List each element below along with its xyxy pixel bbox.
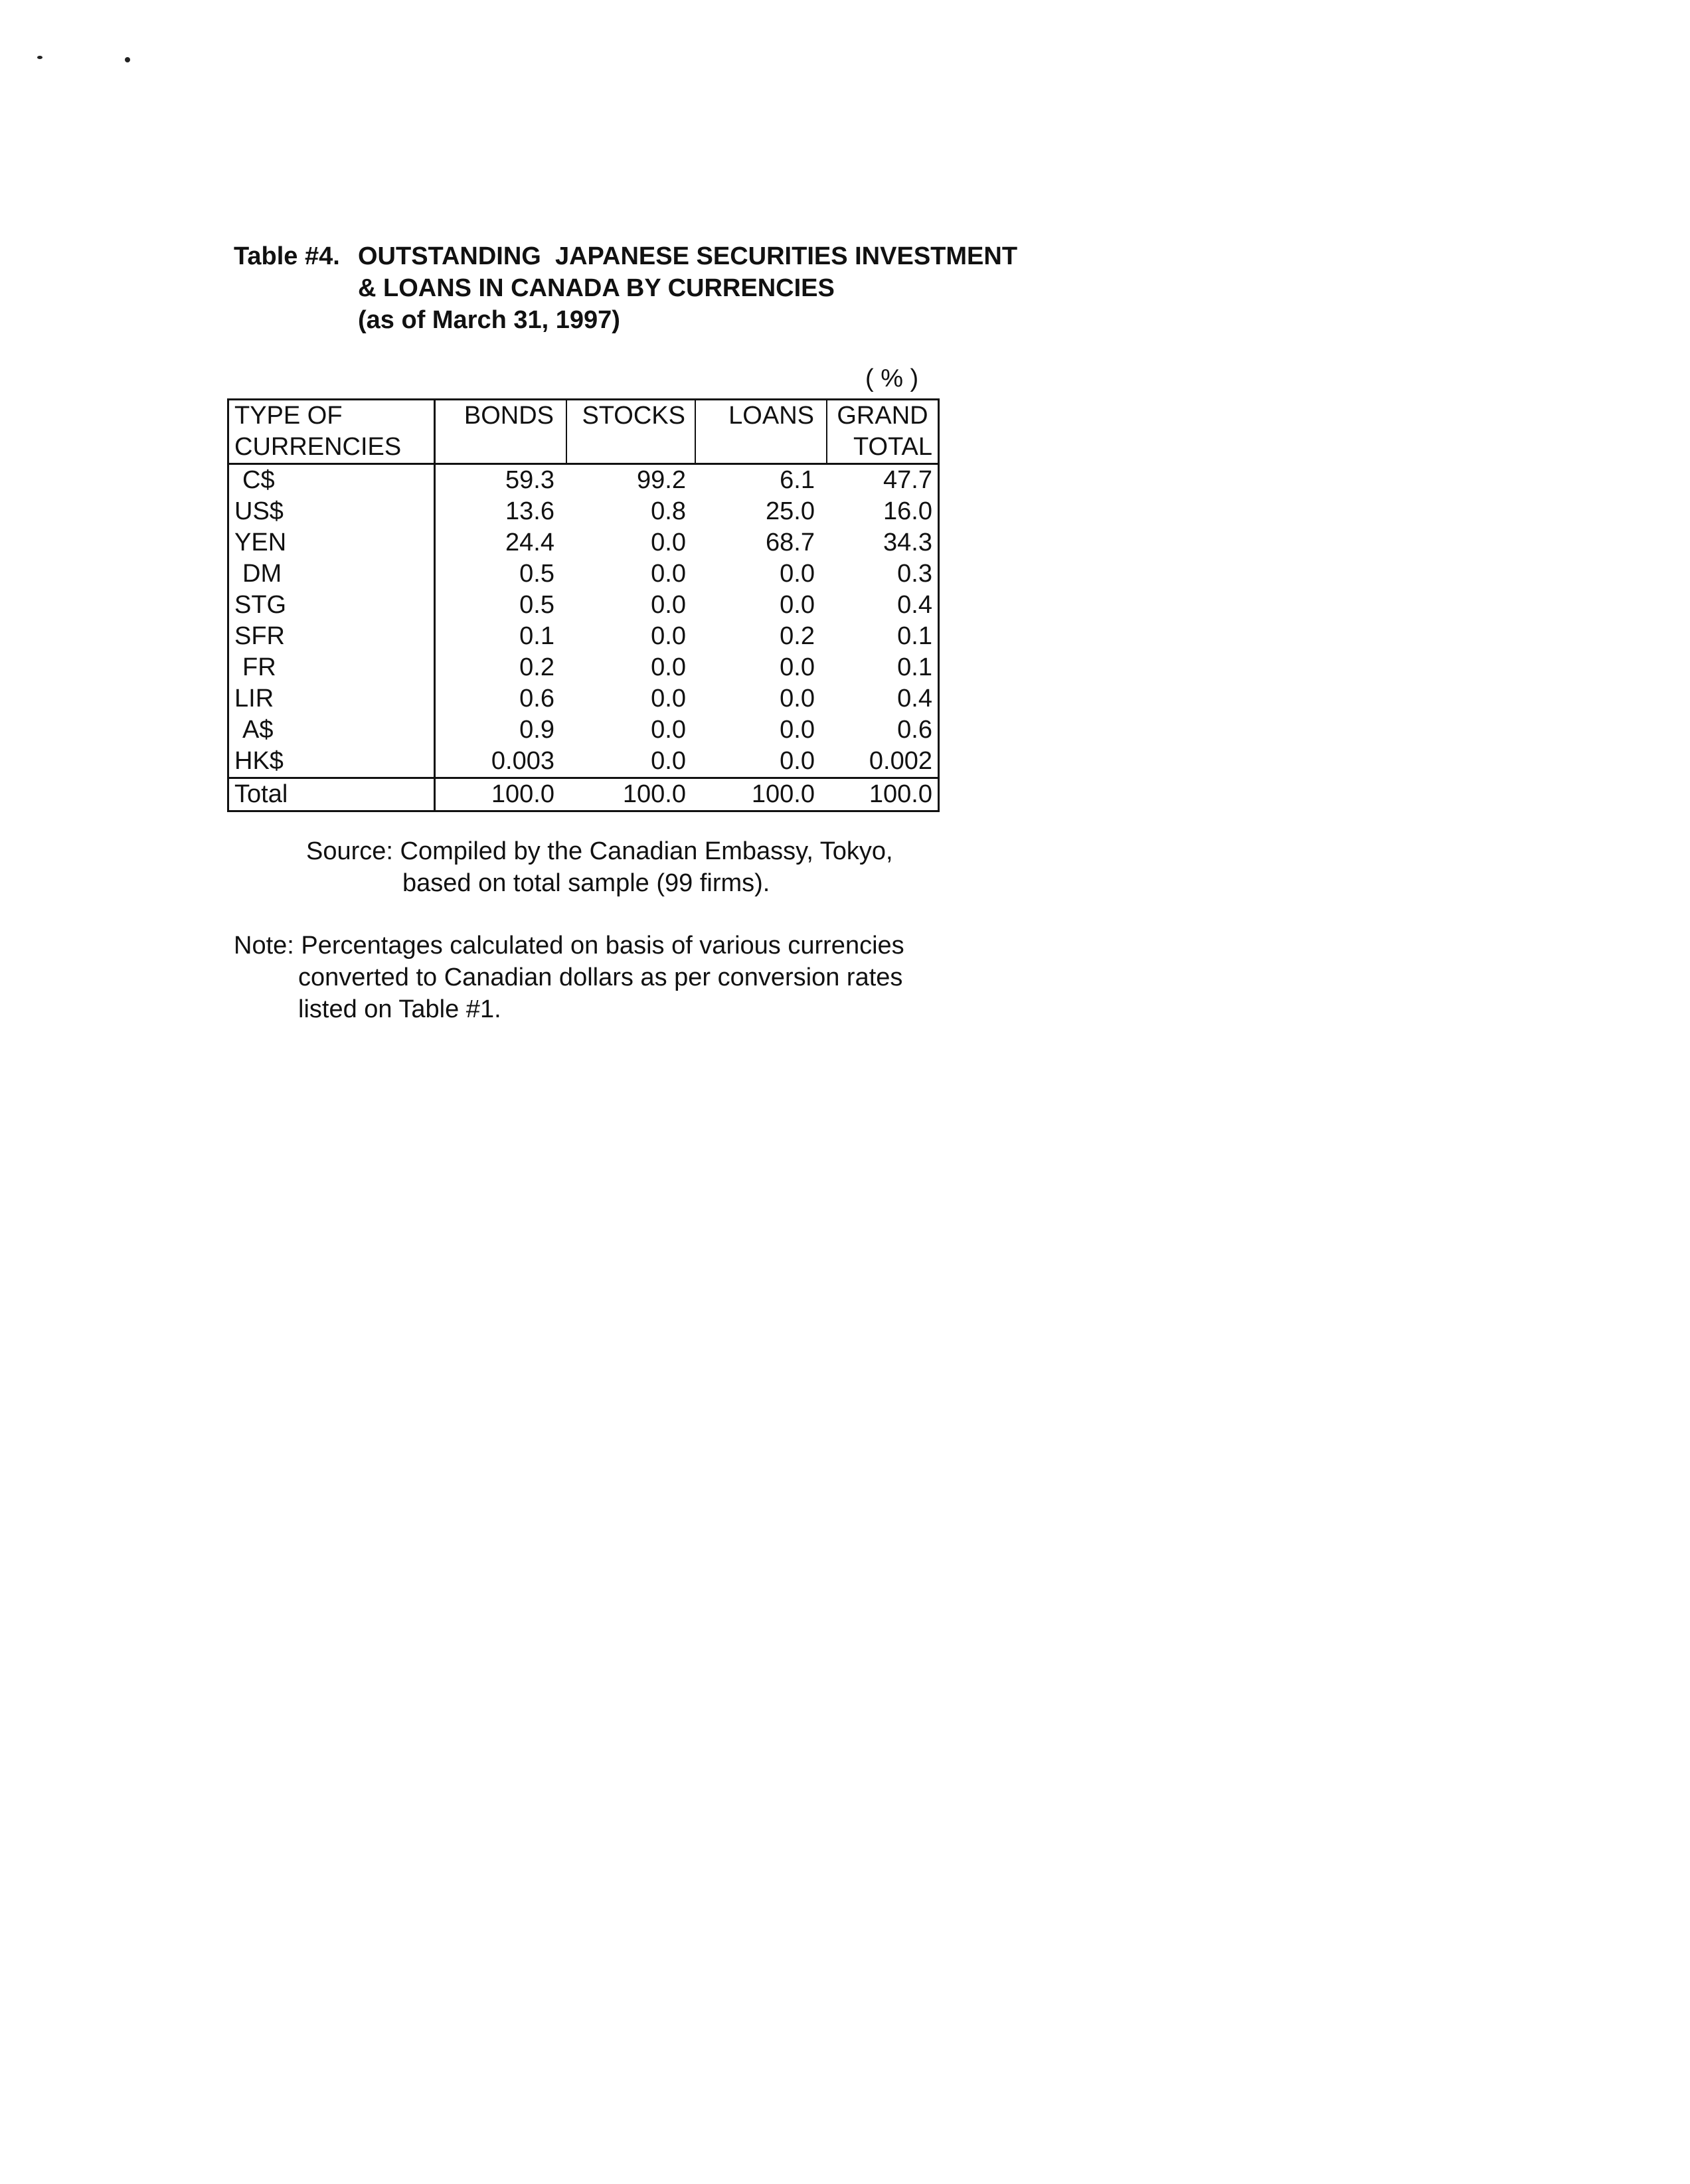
grand-total-cell: 0.1 — [897, 622, 932, 650]
header-grand-line1: GRAND — [827, 400, 939, 432]
table-row — [228, 464, 939, 497]
bonds-cell: 0.6 — [519, 685, 554, 713]
note-line-2: converted to Canadian dollars as per conversion rates — [298, 964, 903, 991]
table-row — [228, 652, 939, 683]
table-row — [228, 621, 939, 652]
bonds-cell: 59.3 — [505, 466, 554, 494]
loans-cell: 0.0 — [780, 747, 815, 775]
stocks-cell: 0.0 — [651, 622, 686, 650]
currency-cell: LIR — [228, 683, 435, 714]
table-row — [228, 714, 939, 746]
total-grand-total: 100.0 — [827, 778, 939, 811]
grand-total-cell: 0.4 — [897, 591, 932, 619]
table-title — [234, 240, 1017, 336]
table-row — [228, 746, 939, 778]
table-row — [228, 527, 939, 558]
scan-speck — [125, 57, 130, 62]
unit-label: ( % ) — [865, 365, 919, 392]
grand-total-cell: 47.7 — [883, 466, 932, 494]
footnote — [234, 930, 904, 1025]
grand-total-cell: 0.1 — [897, 653, 932, 681]
total-label: Total — [228, 778, 435, 811]
total-stocks: 100.0 — [566, 778, 695, 811]
note-line-1: Note: Percentages calculated on basis of various currencies — [234, 932, 904, 960]
grand-total-cell: 34.3 — [883, 529, 932, 556]
note-line-3: listed on Table #1. — [298, 995, 501, 1023]
bonds-cell: 0.1 — [519, 622, 554, 650]
header-stocks: STOCKS — [566, 400, 695, 464]
bonds-cell: 0.9 — [519, 716, 554, 744]
bonds-cell: 0.5 — [519, 560, 554, 588]
table-row — [228, 558, 939, 590]
stocks-cell: 0.0 — [651, 591, 686, 619]
stocks-cell: 99.2 — [637, 466, 686, 494]
loans-cell: 0.0 — [780, 560, 815, 588]
currency-cell: HK$ — [228, 746, 435, 778]
total-bonds: 100.0 — [435, 778, 567, 811]
currency-cell: A$ — [228, 714, 435, 746]
grand-total-cell: 0.4 — [897, 685, 932, 713]
title-line-3: (as of March 31, 1997) — [358, 306, 620, 334]
header-type-line2: CURRENCIES — [228, 432, 435, 464]
title-line-2: & LOANS IN CANADA BY CURRENCIES — [358, 274, 835, 302]
currency-cell: US$ — [228, 496, 435, 527]
loans-cell: 68.7 — [766, 529, 815, 556]
source-line-2: based on total sample (99 firms). — [402, 869, 770, 897]
grand-total-cell: 0.002 — [869, 747, 932, 775]
stocks-cell: 0.0 — [651, 716, 686, 744]
loans-cell: 0.2 — [780, 622, 815, 650]
stocks-cell: 0.0 — [651, 529, 686, 556]
loans-cell: 0.0 — [780, 591, 815, 619]
header-type-line1: TYPE OF — [228, 400, 435, 432]
stocks-cell: 0.0 — [651, 747, 686, 775]
table-row — [228, 683, 939, 714]
table-number: Table #4. — [234, 242, 340, 270]
currency-cell: C$ — [228, 464, 435, 497]
currency-cell: FR — [228, 652, 435, 683]
grand-total-cell: 0.3 — [897, 560, 932, 588]
grand-total-cell: 16.0 — [883, 497, 932, 525]
bonds-cell: 0.2 — [519, 653, 554, 681]
total-loans: 100.0 — [695, 778, 827, 811]
currency-cell: STG — [228, 590, 435, 621]
bonds-cell: 0.003 — [491, 747, 554, 775]
header-grand-line2: TOTAL — [827, 432, 939, 464]
loans-cell: 25.0 — [766, 497, 815, 525]
stocks-cell: 0.8 — [651, 497, 686, 525]
stocks-cell: 0.0 — [651, 653, 686, 681]
header-bonds: BONDS — [435, 400, 567, 464]
scan-speck — [37, 56, 42, 59]
currency-table — [227, 398, 940, 812]
table-row — [228, 590, 939, 621]
currency-cell: DM — [228, 558, 435, 590]
table-row — [228, 496, 939, 527]
bonds-cell: 0.5 — [519, 591, 554, 619]
stocks-cell: 0.0 — [651, 685, 686, 713]
bonds-cell: 13.6 — [505, 497, 554, 525]
title-line-1: OUTSTANDING JAPANESE SECURITIES INVESTMENT — [358, 242, 1018, 270]
loans-cell: 0.0 — [780, 653, 815, 681]
loans-cell: 6.1 — [780, 466, 815, 494]
bonds-cell: 24.4 — [505, 529, 554, 556]
currency-cell: SFR — [228, 621, 435, 652]
source-note — [306, 835, 893, 899]
header-loans: LOANS — [695, 400, 827, 464]
source-line-1: Source: Compiled by the Canadian Embassy, Tokyo, — [306, 837, 893, 865]
grand-total-cell: 0.6 — [897, 716, 932, 744]
total-row — [228, 778, 939, 811]
stocks-cell: 0.0 — [651, 560, 686, 588]
loans-cell: 0.0 — [780, 716, 815, 744]
loans-cell: 0.0 — [780, 685, 815, 713]
currency-cell: YEN — [228, 527, 435, 558]
